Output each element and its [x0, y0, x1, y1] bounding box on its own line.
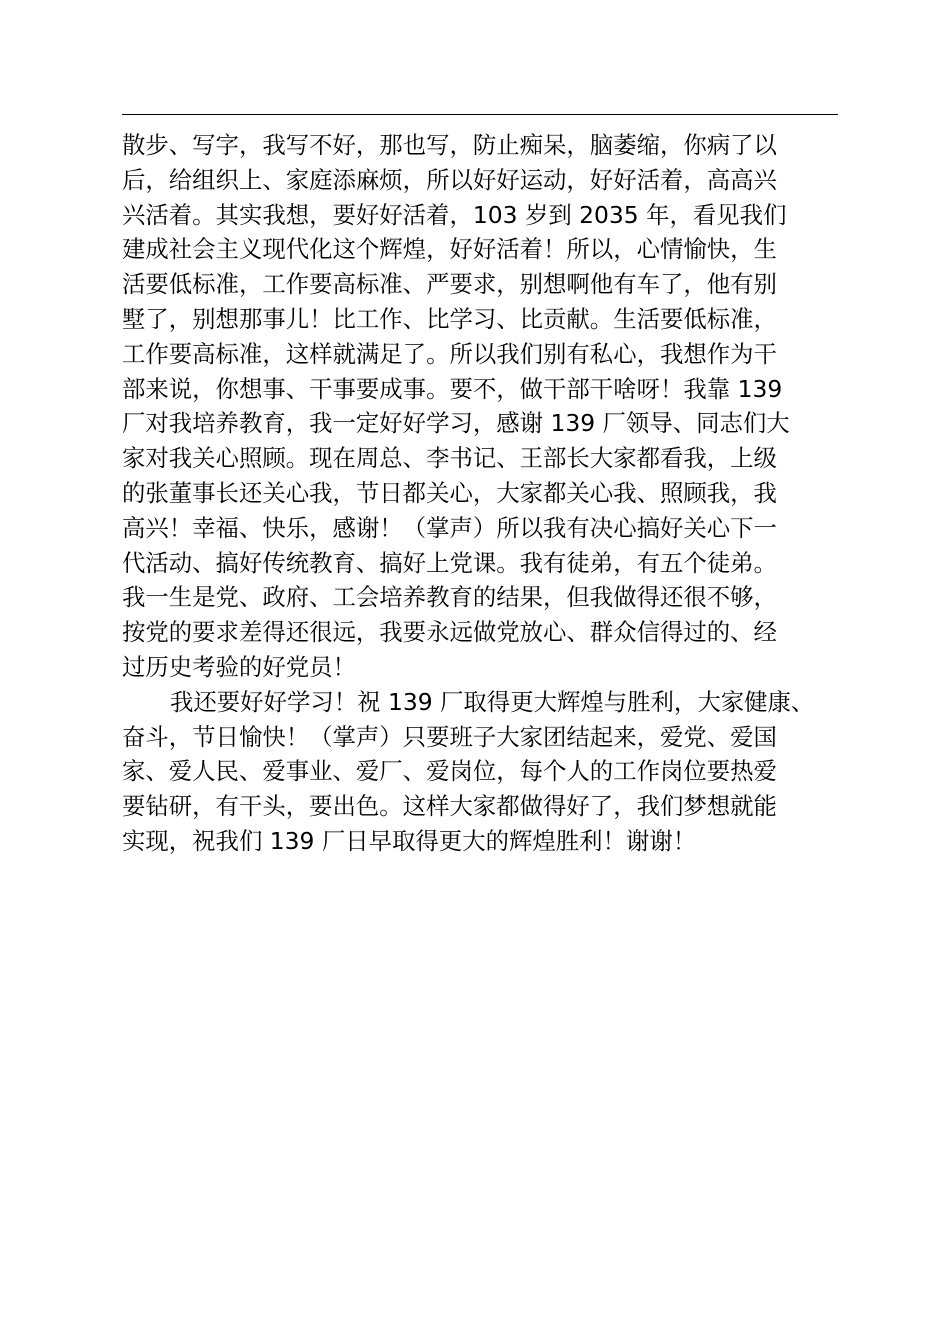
- document-body: [122, 128, 844, 859]
- text-line: 的张董事长还关心我，节日都关心，大家都关心我、照顾我，我: [122, 478, 777, 507]
- text-line: 要钻研，有干头，要出色。这样大家都做得好了，我们梦想就能: [122, 792, 777, 821]
- text-line: 代活动、搞好传统教育、搞好上党课。我有徒弟，有五个徒弟。: [122, 548, 777, 577]
- text-line: 家对我关心照顾。现在周总、李书记、王部长大家都看我，上级: [122, 444, 777, 473]
- header-divider: [122, 114, 838, 115]
- text-line: 奋斗，节日愉快！（掌声）只要班子大家团结起来，爱党、爱国: [122, 722, 777, 751]
- paragraph-2: [122, 685, 844, 859]
- text-line: 家、爱人民、爱事业、爱厂、爱岗位，每个人的工作岗位要热爱: [122, 757, 777, 786]
- text-line: 高兴！幸福、快乐，感谢！（掌声）所以我有决心搞好关心下一: [122, 513, 777, 542]
- text-line: 活要低标准，工作要高标准、严要求，别想啊他有车了，他有别: [122, 270, 777, 299]
- text-line: 我一生是党、政府、工会培养教育的结果，但我做得还很不够，: [122, 583, 777, 612]
- text-line: 后，给组织上、家庭添麻烦，所以好好运动，好好活着，高高兴: [122, 165, 777, 194]
- text-line: 厂对我培养教育，我一定好好学习，感谢 139 厂领导、同志们大: [122, 409, 790, 438]
- paragraph-1: [122, 128, 844, 685]
- text-line: 过历史考验的好党员！: [122, 652, 356, 681]
- text-line: 按党的要求差得还很远，我要永远做党放心、群众信得过的、经: [122, 618, 777, 647]
- text-line: 墅了，别想那事儿！比工作、比学习、比贡献。生活要低标准，: [122, 304, 777, 333]
- text-line: 我还要好好学习！祝 139 厂取得更大辉煌与胜利，大家健康、: [170, 687, 815, 716]
- text-line: 建成社会主义现代化这个辉煌，好好活着！所以，心情愉快，生: [122, 235, 777, 264]
- text-line: 兴活着。其实我想，要好好活着，103 岁到 2035 年，看见我们: [122, 200, 787, 229]
- text-line: 部来说，你想事、干事要成事。要不，做干部干啥呀！我靠 139: [122, 374, 783, 403]
- text-line: 工作要高标准，这样就满足了。所以我们别有私心，我想作为干: [122, 339, 777, 368]
- text-line: 实现，祝我们 139 厂日早取得更大的辉煌胜利！谢谢！: [122, 826, 697, 855]
- text-line: 散步、写字，我写不好，那也写，防止痴呆，脑萎缩，你病了以: [122, 131, 777, 159]
